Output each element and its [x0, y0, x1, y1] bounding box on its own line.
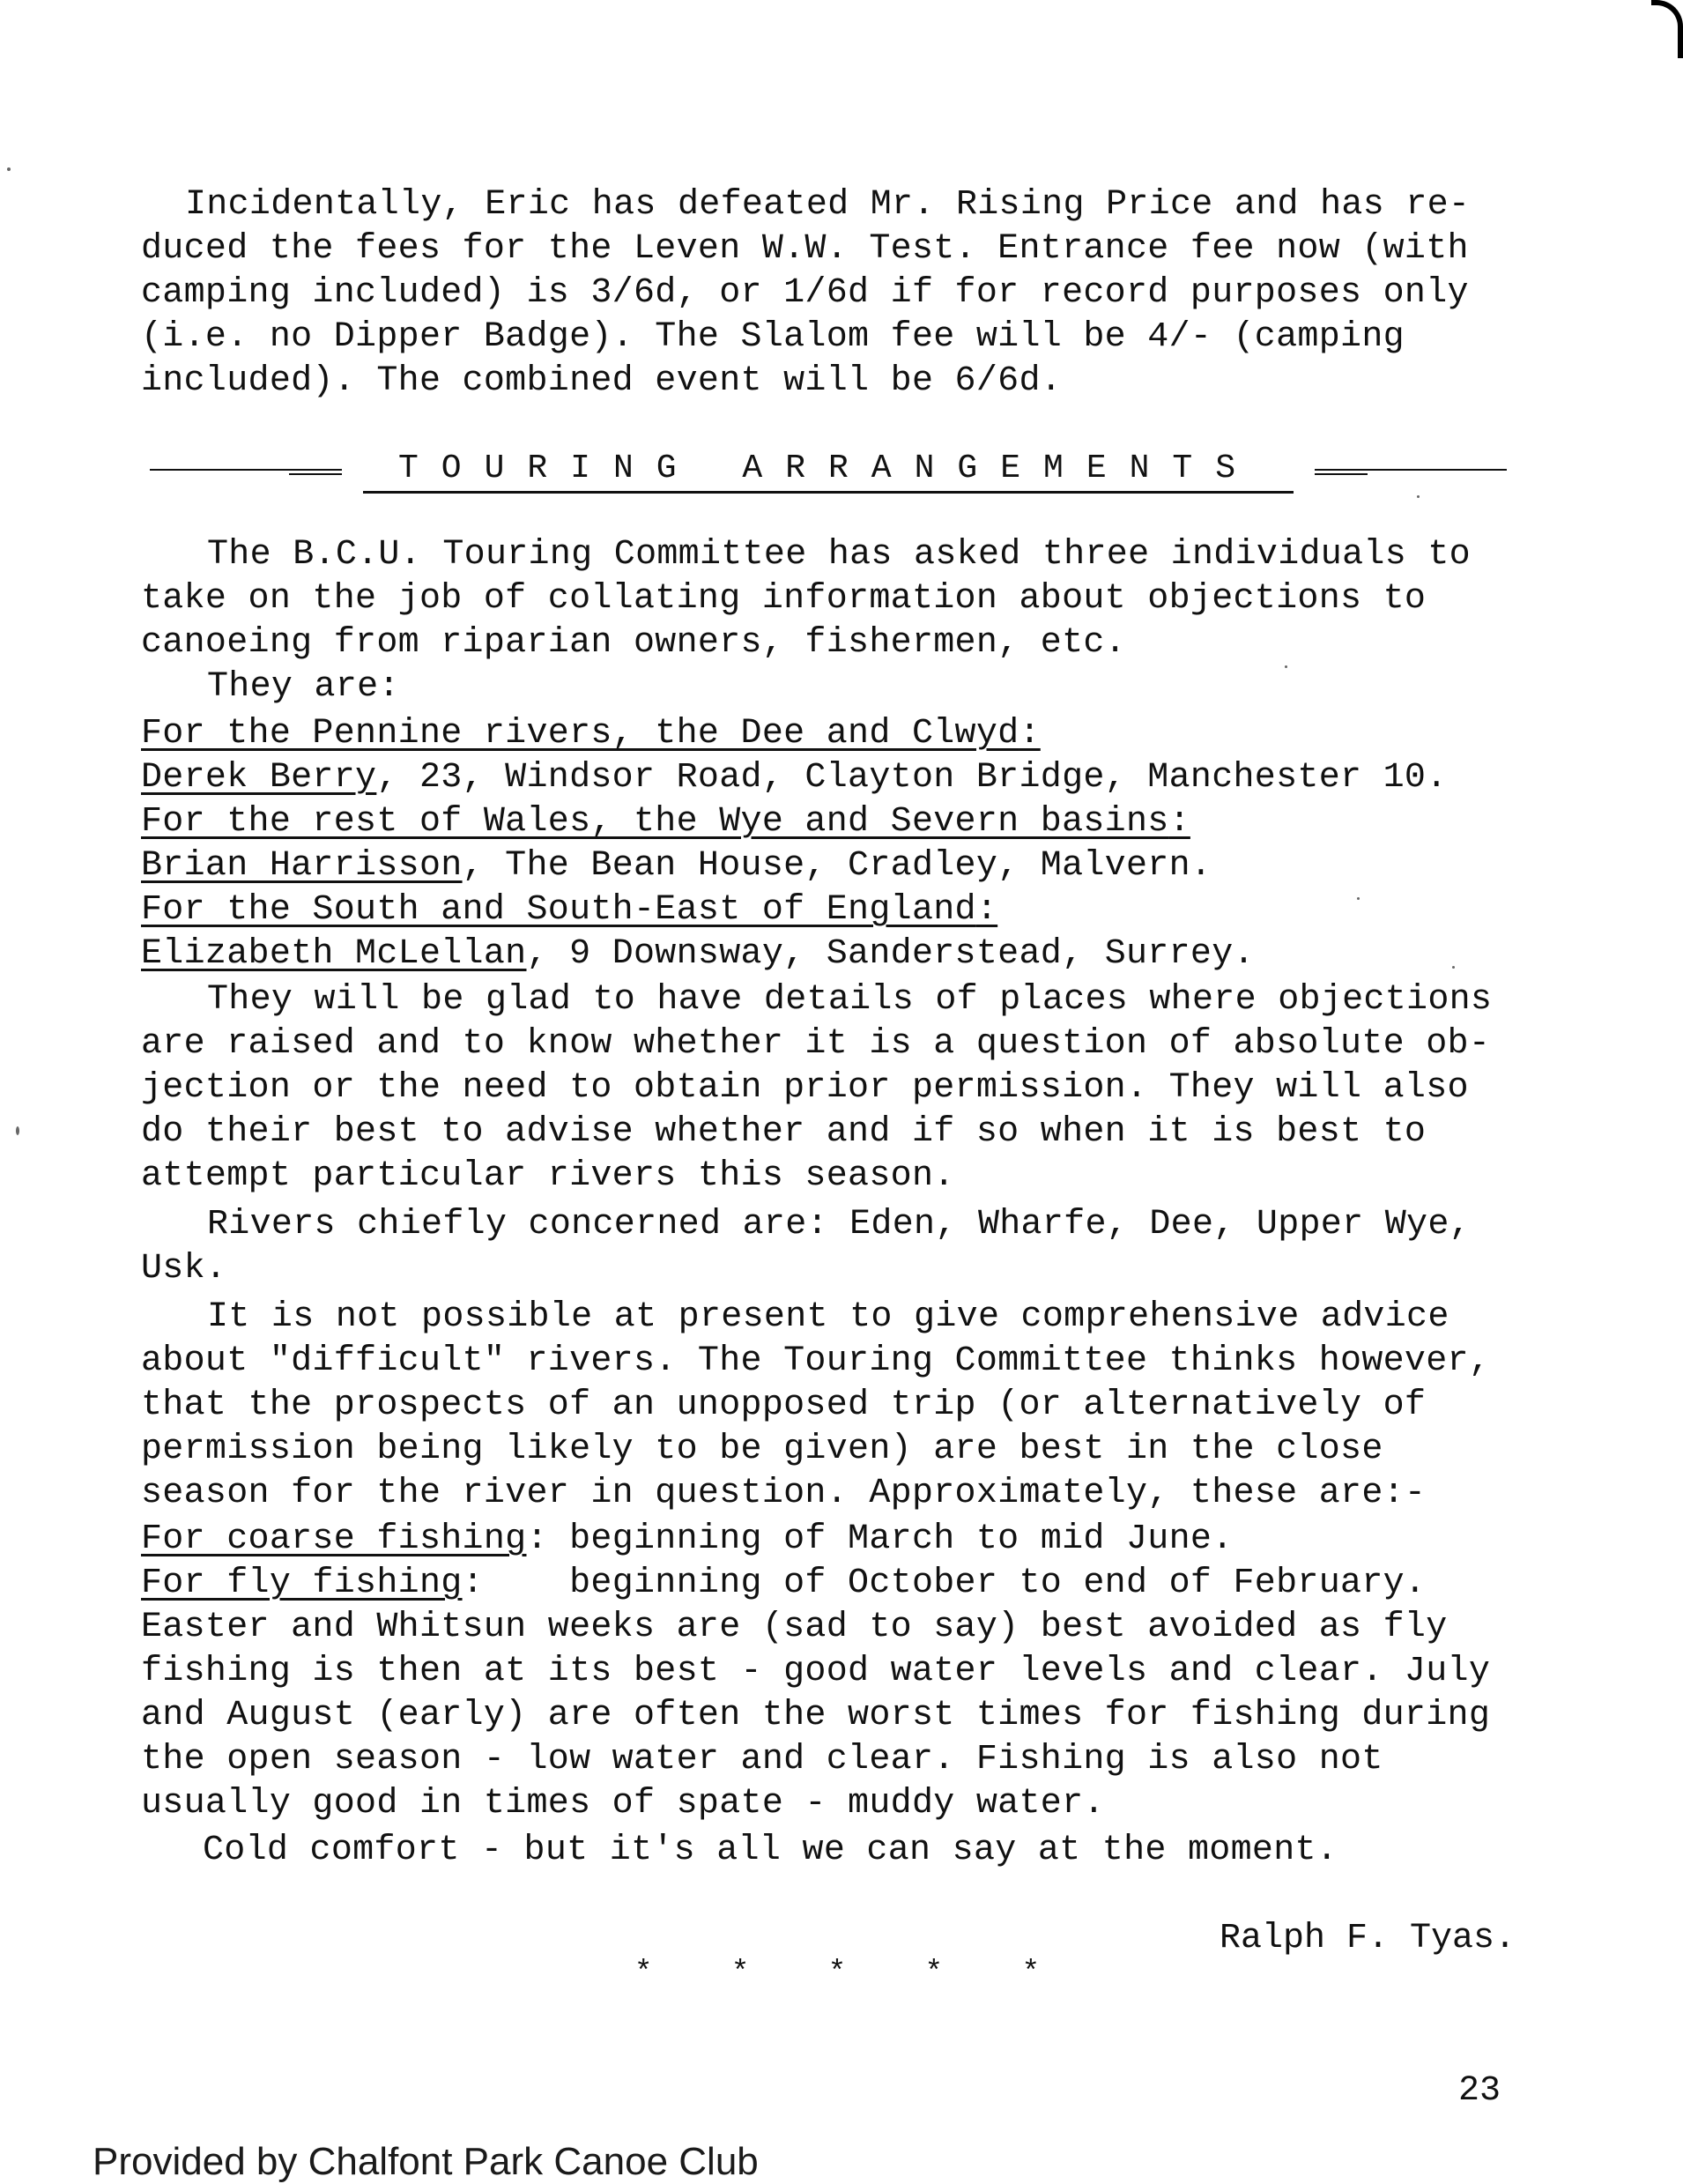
body-line: They are:: [207, 667, 400, 707]
contact-name: Brian Harrisson: [141, 846, 463, 886]
scan-speck: [1417, 495, 1420, 498]
star: *: [827, 1957, 847, 1990]
body-line: permission being likely to be given) are best in the close: [141, 1430, 1383, 1469]
heading-rule-right: [1315, 469, 1507, 471]
star: *: [1021, 1957, 1040, 1990]
intro-line: duced the fees for the Leven W.W. Test. Entrance fee now (with: [141, 229, 1469, 269]
star-separator: [634, 1957, 1040, 1990]
body-line: Rivers chiefly concerned are: Eden, Wharfe, Dee, Upper Wye,: [207, 1205, 1471, 1244]
contact-name: Derek Berry: [141, 758, 377, 798]
contact-entry: [141, 756, 1448, 800]
region-label: For the South and South-East of England: [141, 890, 976, 930]
contact-address: , 23, Windsor Road, Clayton Bridge, Manchester 10.: [376, 758, 1448, 798]
scan-speck: [1285, 665, 1287, 668]
body-line: and August (early) are often the worst times for fishing during: [141, 1696, 1491, 1735]
star: *: [730, 1957, 750, 1990]
body-line: It is not possible at present to give comprehensive advice: [207, 1297, 1449, 1337]
scan-speck: [16, 1126, 19, 1135]
season-label: For fly fishing: [141, 1564, 463, 1603]
body-line: Usk.: [141, 1249, 227, 1289]
scan-speck: [7, 167, 11, 171]
body-line: are raised and to know whether it is a question of absolute ob-: [141, 1024, 1491, 1064]
signature: Ralph F. Tyas.: [1219, 1919, 1516, 1958]
star: *: [924, 1957, 944, 1990]
contact-address: , 9 Downsway, Sanderstead, Surrey.: [526, 934, 1255, 974]
body-line: The B.C.U. Touring Committee has asked three individuals to: [207, 535, 1471, 575]
page-corner-mark: [1651, 0, 1683, 58]
intro-line: (i.e. no Dipper Badge). The Slalom fee will be 4/- (camping: [141, 317, 1405, 357]
body-line: take on the job of collating information about objections to: [141, 579, 1427, 619]
body-line: season for the river in question. Approximately, these are:-: [141, 1474, 1427, 1513]
region-label: For the Pennine rivers, the Dee and Clwyd: [141, 714, 1019, 754]
season-text: : beginning of October to end of February.: [462, 1564, 1427, 1603]
body-line: They will be glad to have details of places where objections: [207, 980, 1493, 1020]
body-line: jection or the need to obtain prior permission. They will also: [141, 1068, 1469, 1108]
body-line: the open season - low water and clear. Fishing is also not: [141, 1740, 1383, 1779]
body-line: usually good in times of spate - muddy water.: [141, 1784, 1105, 1824]
scan-speck: [1357, 897, 1360, 900]
page-number: 23: [1458, 2071, 1501, 2111]
intro-line: included). The combined event will be 6/6d.: [141, 361, 1063, 401]
contact-region: For the South and South-East of England:: [141, 890, 998, 930]
body-line: that the prospects of an unopposed trip (or alternatively of: [141, 1385, 1427, 1425]
intro-line: Incidentally, Eric has defeated Mr. Rising Price and has re-: [185, 185, 1471, 225]
heading-rule-left: [150, 469, 342, 471]
contact-address: , The Bean House, Cradley, Malvern.: [462, 846, 1212, 886]
star: *: [634, 1957, 653, 1990]
intro-line: camping included) is 3/6d, or 1/6d if for record purposes only: [141, 273, 1469, 313]
season-entry: [141, 1562, 1426, 1606]
scan-speck: [1452, 966, 1455, 969]
footer-credit: Provided by Chalfont Park Canoe Club: [93, 2140, 759, 2183]
season-text: : beginning of March to mid June.: [526, 1519, 1234, 1559]
region-label: For the rest of Wales, the Wye and Severn basins: [141, 802, 1169, 842]
body-line: do their best to advise whether and if so when it is best to: [141, 1112, 1427, 1152]
body-line: attempt particular rivers this season.: [141, 1156, 955, 1196]
body-line: about "difficult" rivers. The Touring Committee thinks however,: [141, 1341, 1491, 1381]
contact-entry: [141, 932, 1255, 977]
season-label: For coarse fishing: [141, 1519, 527, 1559]
section-heading: [150, 445, 1507, 494]
heading-title: TOURING ARRANGEMENTS: [363, 447, 1294, 494]
body-line: canoeing from riparian owners, fishermen, etc.: [141, 623, 1126, 663]
body-line: Cold comfort - but it's all we can say at the moment.: [203, 1831, 1338, 1870]
season-entry: [141, 1518, 1234, 1562]
body-line: fishing is then at its best - good water levels and clear. July: [141, 1652, 1491, 1691]
contact-name: Elizabeth McLellan: [141, 934, 527, 974]
contact-region: For the Pennine rivers, the Dee and Clwyd:: [141, 714, 1041, 754]
contact-entry: [141, 844, 1212, 888]
body-line: Easter and Whitsun weeks are (sad to say) best avoided as fly: [141, 1608, 1448, 1647]
contact-region: For the rest of Wales, the Wye and Severn basins:: [141, 802, 1190, 842]
